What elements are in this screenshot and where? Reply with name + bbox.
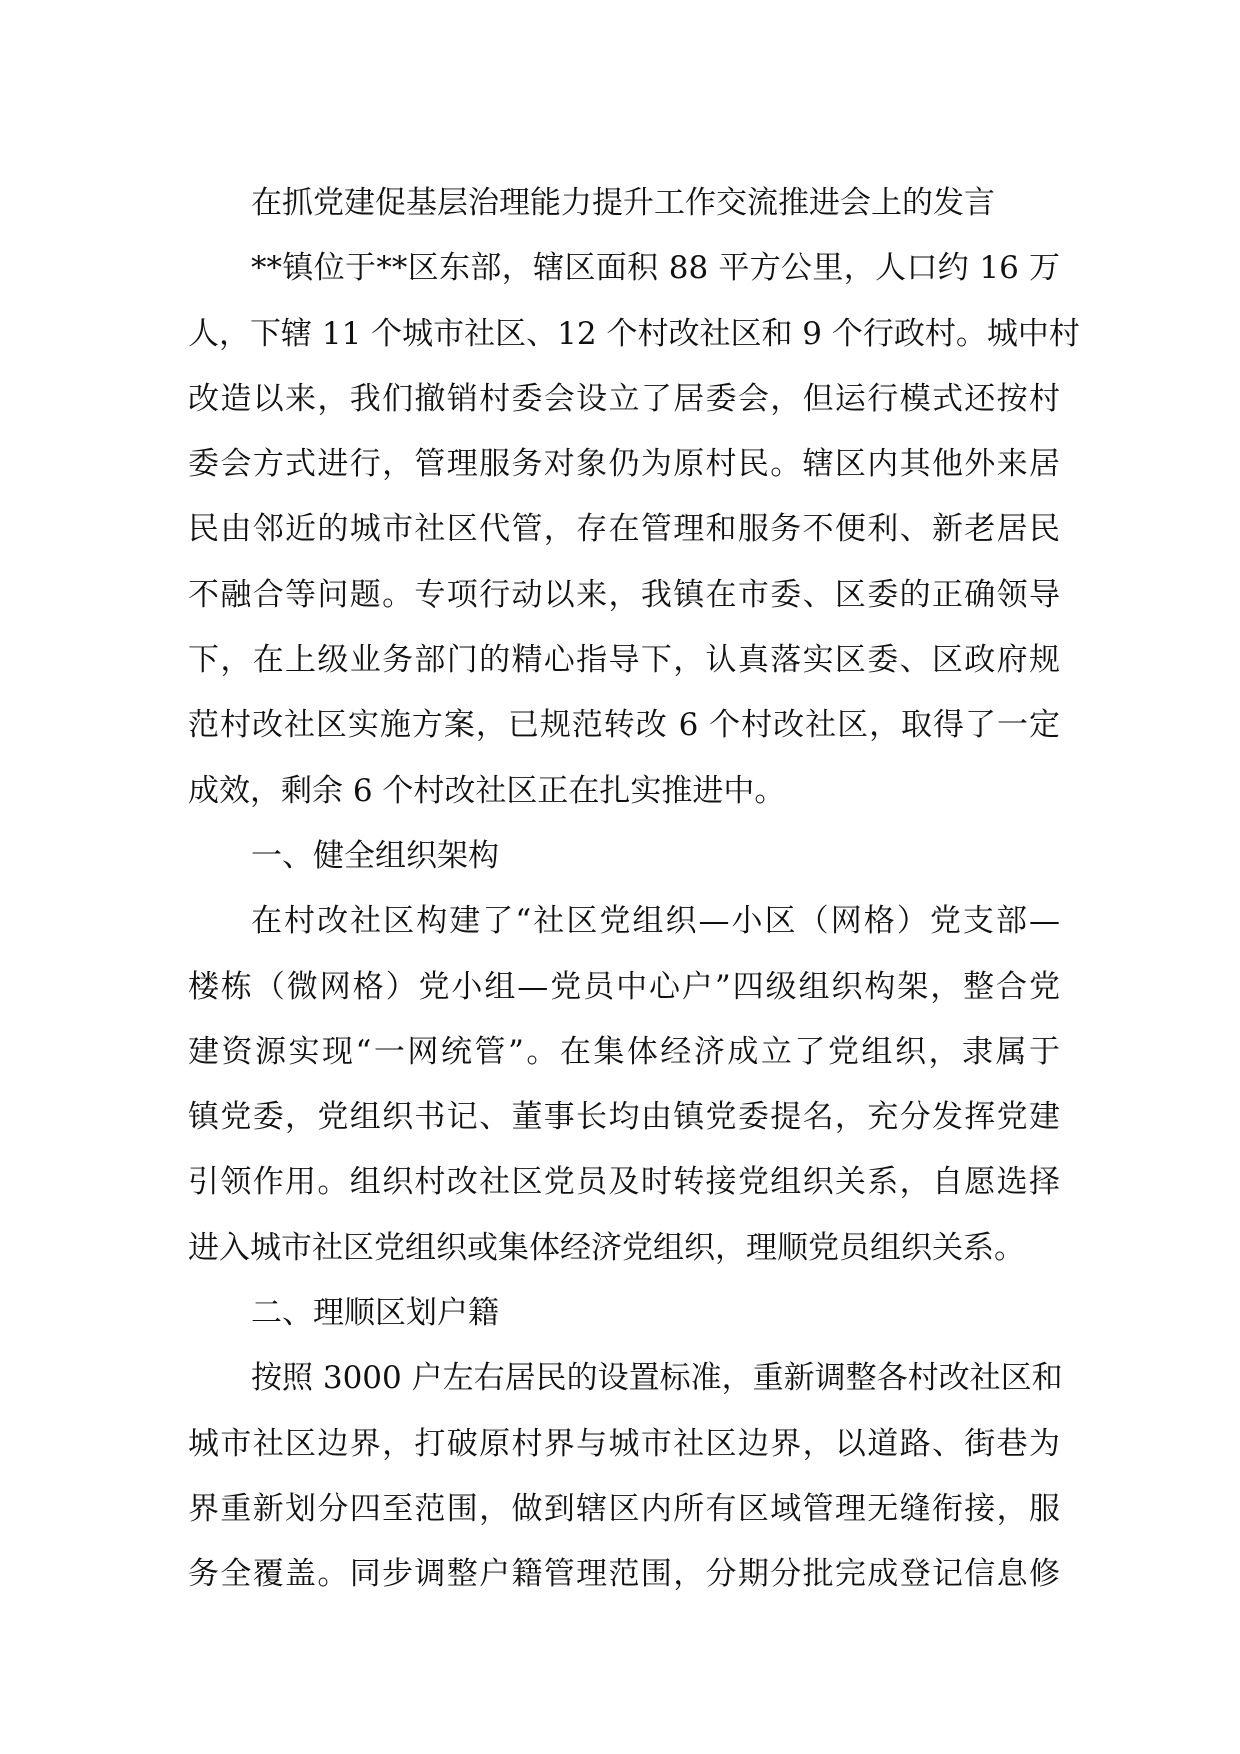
paragraph-line: 在村改社区构建了“社区党组织—小区（网格）党支部— xyxy=(251,903,1060,940)
paragraph-2 xyxy=(188,889,1060,1281)
section-heading-1: 一、健全组织架构 xyxy=(251,837,499,874)
document-page xyxy=(188,171,1080,1608)
section-heading-2: 二、理顺区划户籍 xyxy=(251,1295,499,1332)
paragraph-line: 建资源实现“一网统管”。在集体经济成立了党组织，隶属于 xyxy=(188,1033,1060,1070)
paragraph-line: 人，下辖 11 个城市社区、12 个村改社区和 9 个行政村。城中村 xyxy=(188,315,1080,352)
paragraph-line: 引领作用。组织村改社区党员及时转接党组织关系，自愿选择 xyxy=(188,1164,1060,1201)
paragraph-line: 下，在上级业务部门的精心指导下，认真落实区委、区政府规 xyxy=(188,642,1060,679)
paragraph-line: 界重新划分四至范围，做到辖区内所有区域管理无缝衔接，服 xyxy=(188,1490,1060,1527)
paragraph-line: 城市社区边界，打破原村界与城市社区边界，以道路、街巷为 xyxy=(188,1425,1060,1462)
paragraph-line: 范村改社区实施方案，已规范转改 6 个村改社区，取得了一定 xyxy=(188,707,1060,744)
paragraph-1 xyxy=(188,236,1080,824)
paragraph-line: 楼栋（微网格）党小组—党员中心户”四级组织构架，整合党 xyxy=(188,968,1060,1005)
paragraph-line: 成效，剩余 6 个村改社区正在扎实推进中。 xyxy=(188,772,786,809)
document-title: 在抓党建促基层治理能力提升工作交流推进会上的发言 xyxy=(251,185,995,221)
paragraph-line: 进入城市社区党组织或集体经济党组织，理顺党员组织关系。 xyxy=(188,1229,1025,1266)
paragraph-line: 按照 3000 户左右居民的设置标准，重新调整各村改社区和 xyxy=(251,1360,1063,1397)
paragraph-line: **镇位于**区东部，辖区面积 88 平方公里，人口约 16 万 xyxy=(251,250,1060,287)
paragraph-line: 不融合等问题。专项行动以来，我镇在市委、区委的正确领导 xyxy=(188,576,1060,613)
paragraph-line: 务全覆盖。同步调整户籍管理范围，分期分批完成登记信息修 xyxy=(188,1556,1060,1593)
paragraph-3 xyxy=(188,1346,1063,1607)
paragraph-line: 委会方式进行，管理服务对象仍为原村民。辖区内其他外来居 xyxy=(188,446,1060,483)
paragraph-line: 改造以来，我们撤销村委会设立了居委会，但运行模式还按村 xyxy=(188,380,1060,417)
paragraph-line: 民由邻近的城市社区代管，存在管理和服务不便利、新老居民 xyxy=(188,511,1060,548)
paragraph-line: 镇党委，党组织书记、董事长均由镇党委提名，充分发挥党建 xyxy=(188,1099,1060,1136)
